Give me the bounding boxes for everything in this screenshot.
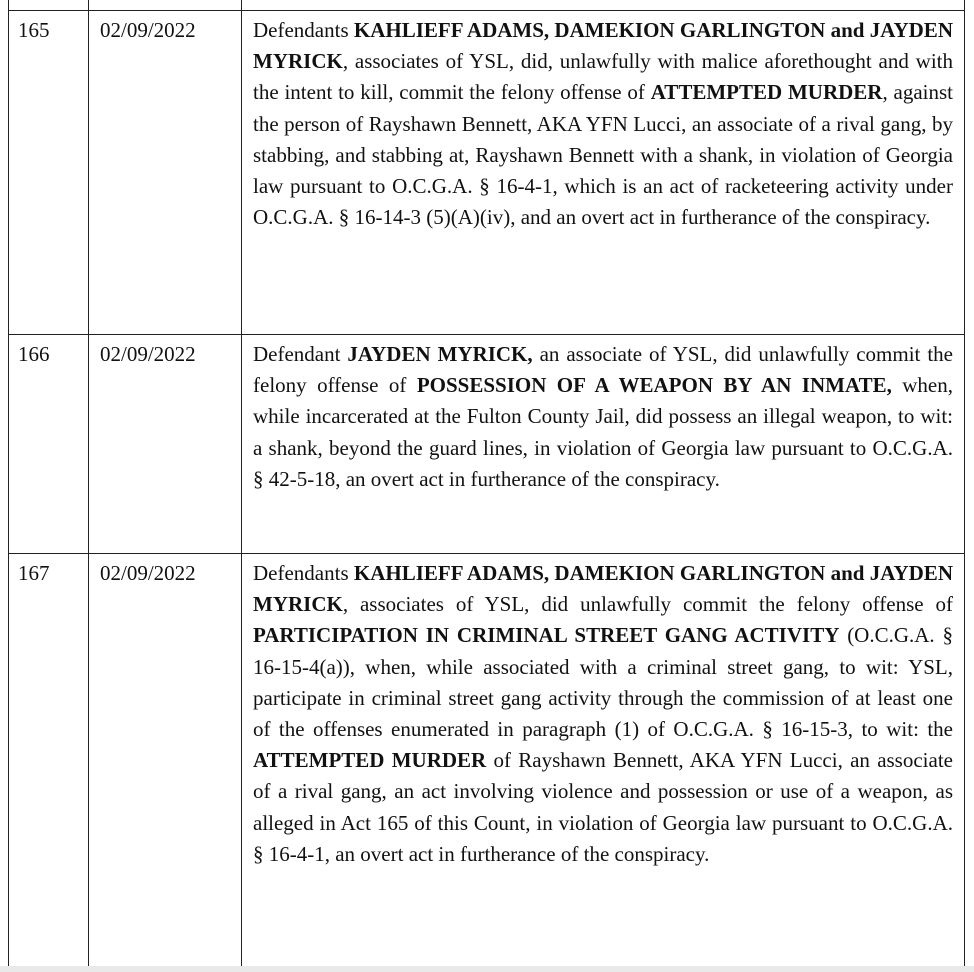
overt-acts-table bbox=[8, 0, 965, 970]
act-description bbox=[242, 11, 965, 335]
act-description bbox=[242, 335, 965, 554]
act-row-165 bbox=[9, 11, 965, 335]
act-description bbox=[242, 554, 965, 970]
desc-segment-bold: ATTEMPTED MURDER bbox=[650, 80, 883, 105]
act-number: 165 bbox=[9, 11, 89, 335]
desc-segment-bold: POSSESSION OF A WEAPON BY AN INMATE, bbox=[416, 373, 892, 398]
desc-segment: , associates of YSL, did unlawfully commit the felony offense of bbox=[342, 592, 953, 617]
desc-segment-bold: ATTEMPTED MURDER bbox=[253, 748, 487, 773]
desc-segment: , against the person of Rayshawn Bennett, AKA YFN Lucci, an associate of a rival gang, by stabbing, and stabbing at, Rayshawn Bennett with a shank, in violation of Georgia law pursuant to O.C.G.A. § 16-4-1, which is an act of racketeering activity under O.C.G.A. § 16-14-3 (5)(A)(iv), and an overt act in furtherance of the conspiracy. bbox=[253, 80, 954, 230]
act-date: 02/09/2022 bbox=[89, 11, 242, 335]
act-date: 02/09/2022 bbox=[89, 554, 242, 970]
act-date: 02/09/2022 bbox=[89, 335, 242, 554]
desc-segment: of Rayshawn Bennett, AKA YFN Lucci, an associate of a rival gang, an act involving violence and possession or use of a weapon, as alleged in Act 165 of this Count, in violation of Georgia law pursuant to O.C.G.A. § 16-4-1, an overt act in furtherance of the conspiracy. bbox=[253, 748, 953, 866]
desc-segment: when, while incarcerated at the Fulton County Jail, did possess an illegal weapon, to wit: a shank, beyond the guard lines, in violation of Georgia law pursuant to O.C.G.A. § 42-5-18, an overt act in furtherance of the conspiracy. bbox=[253, 373, 953, 491]
act-number: 167 bbox=[9, 554, 89, 970]
table-top-spacer-row bbox=[9, 0, 965, 11]
desc-segment: Defendants bbox=[253, 561, 354, 585]
desc-segment-bold: KAHLIEFF ADAMS, DAMEKION GARLINGTON and JAYDEN MYRICK bbox=[253, 561, 953, 617]
bottom-scroll-edge bbox=[0, 966, 974, 972]
desc-segment: (O.C.G.A. § 16-15-4(a)), when, while associated with a criminal street gang, to wit: YSL, participate in criminal street gang activity through the commission of at least one of the offenses enumerated in paragraph (1) of O.C.G.A. § 16-15-3, to wit: the bbox=[253, 623, 953, 742]
act-row-167 bbox=[9, 554, 965, 970]
act-row-166 bbox=[9, 335, 965, 554]
desc-segment: Defendants bbox=[253, 18, 354, 42]
desc-segment: , associates of YSL, did, unlawfully with malice aforethought and with the intent to kill, commit the felony offense of bbox=[253, 49, 953, 105]
act-number: 166 bbox=[9, 335, 89, 554]
desc-segment-bold: PARTICIPATION IN CRIMINAL STREET GANG ACTIVITY bbox=[253, 623, 840, 648]
desc-segment-bold: KAHLIEFF ADAMS, DAMEKION GARLINGTON and JAYDEN MYRICK bbox=[253, 18, 953, 74]
desc-segment: an associate of YSL, did unlawfully commit the felony offense of bbox=[253, 342, 953, 398]
desc-segment: Defendant bbox=[253, 342, 348, 366]
desc-segment-bold: JAYDEN MYRICK, bbox=[347, 342, 533, 366]
